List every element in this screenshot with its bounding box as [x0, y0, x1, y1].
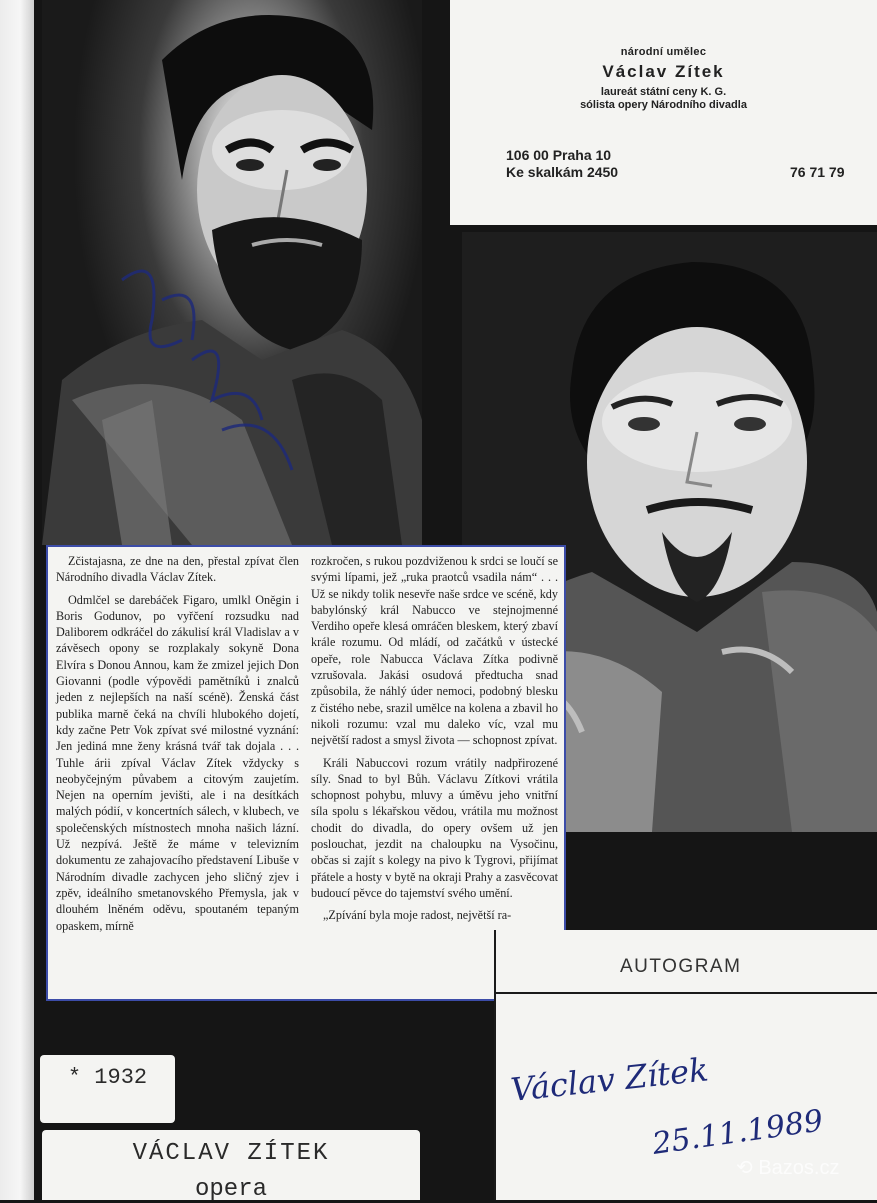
autogram-title: AUTOGRAM — [620, 956, 742, 977]
handwritten-signature — [504, 1026, 874, 1176]
watermark — [736, 1155, 839, 1180]
signature-text: Václav Zítek — [508, 1050, 711, 1109]
album-page-edge — [0, 0, 34, 1200]
opera-portrait-photo-left — [42, 0, 422, 545]
letterhead-address-street: Ke skalkám 2450 — [506, 164, 619, 180]
autogram-divider — [496, 992, 877, 994]
letterhead-subtitle: národní umělec — [620, 46, 707, 58]
name-label — [42, 1130, 420, 1203]
signature-date: 25.11.1989 — [650, 1103, 826, 1162]
letterhead-name: Václav Zítek — [602, 62, 725, 81]
name-label-text: VÁCLAV ZÍTEK — [132, 1140, 330, 1167]
clipping-paragraph: „Zpívání byla moje radost, největší ra- — [323, 908, 512, 923]
letterhead-card — [450, 0, 877, 225]
watermark-logo-icon: ⟲ — [736, 1157, 759, 1179]
clipping-column-2 — [311, 553, 558, 930]
letterhead-award: laureát státní ceny K. G. — [600, 86, 727, 98]
watermark-text: Bazos.cz — [758, 1157, 840, 1179]
newspaper-clipping — [46, 545, 566, 1001]
portrait-left-drawing — [42, 0, 422, 545]
clipping-paragraph: Králi Nabuccovi rozum vrátily nadpřirozené síly. Snad to byl Bůh. Václavu Zítkovi vrátila schopnost pohybu, mluvy a úměvu jeho vnitřní síla spolu s lékařskou vědou, vrátila mu možnost chodit do divadla, do opery ovšem už jen poslouchat, jezdit na chaloupku na Vysočinu, občas si zajít s kolegy na pivo k Tygrovi, přijímat přátele a hosty v bytě na okraji Prahy a zasvěcovat budoucí pěvce do tajemství svého umění. — [311, 755, 558, 900]
letterhead-address-city: 106 00 Praha 10 — [506, 147, 612, 163]
clipping-paragraph: rozkročen, s rukou pozdviženou k srdci se loučí se svými lípami, jež „ruka praotců vsadila nám“ . . . Už se nikdy tolik nesevře naše srdce ve scéně, kdy babylónský král Nabucco ve stejnojmenné Verdiho opeře klesá omráčen bleskem, který zbaví krále rozumu. Od mládí, od začátků v ústecké opeře, role Nabucca Václava Zítka podivně vzrušovala. Jakási osudová předtucha snad způsobila, že náhlý úder nemoci, podobný blesku z čistého nebe, srazil umělce na kolena a zbavil ho nikoli rozumu: vzal mu daleko víc, vzal mu největší radost a smysl života — schopnost zpívat. — [311, 554, 558, 748]
letterhead-position: sólista opery Národního divadla — [580, 99, 747, 111]
clipping-column-1 — [56, 553, 299, 940]
clipping-paragraph: Zčistajasna, ze dne na den, přestal zpívat člen Národního divadla Václav Zítek. — [56, 554, 299, 585]
clipping-paragraph: Odmlčel se darebáček Figaro, umlkl Oněgin i Boris Godunov, po vyřčení rozsudku nad Daliborem odkráčel do zákulisí král Vladislav a v závěsech opony se rozplakaly sokyně Dona Elvíra s Donou Annou, kam že zmizel jejich Don Giovanni (podle výpovědi pamětníků i znalců jeden z nejlepších na naší scéně). Ženská část publika marně čeká na chvíli hlubokého dojetí, kdy začne Petr Vok zpívat své milostné vyznání: Jen jediná mne ženy krásná tvář tak dojala . . . Tuhle árii zpíval Václav Zítek vždycky s neobyčejným půvabem a citovým zaujetím. Nejen na operním jevišti, ale i na desítkách malých pódií, v koncertních sálech, v klubech, ve společenských místnostech mnoha našich lázní. Už nezpívá. Ještě že máme v televizním dokumentu ze zahajovacího představení Libuše v Národním divadle zachycen jeho sličný zjev i zpěv, ideálního smetanovského Přemysla, jak v dlouhém lněném oděvu, spoutaném tepaným opaskem, mírně — [56, 592, 299, 933]
name-label-subtext: opera — [194, 1176, 267, 1203]
birth-year-label — [40, 1055, 175, 1123]
birth-year-text: * 1932 — [67, 1065, 148, 1090]
letterhead-phone: 76 71 79 — [790, 164, 845, 180]
